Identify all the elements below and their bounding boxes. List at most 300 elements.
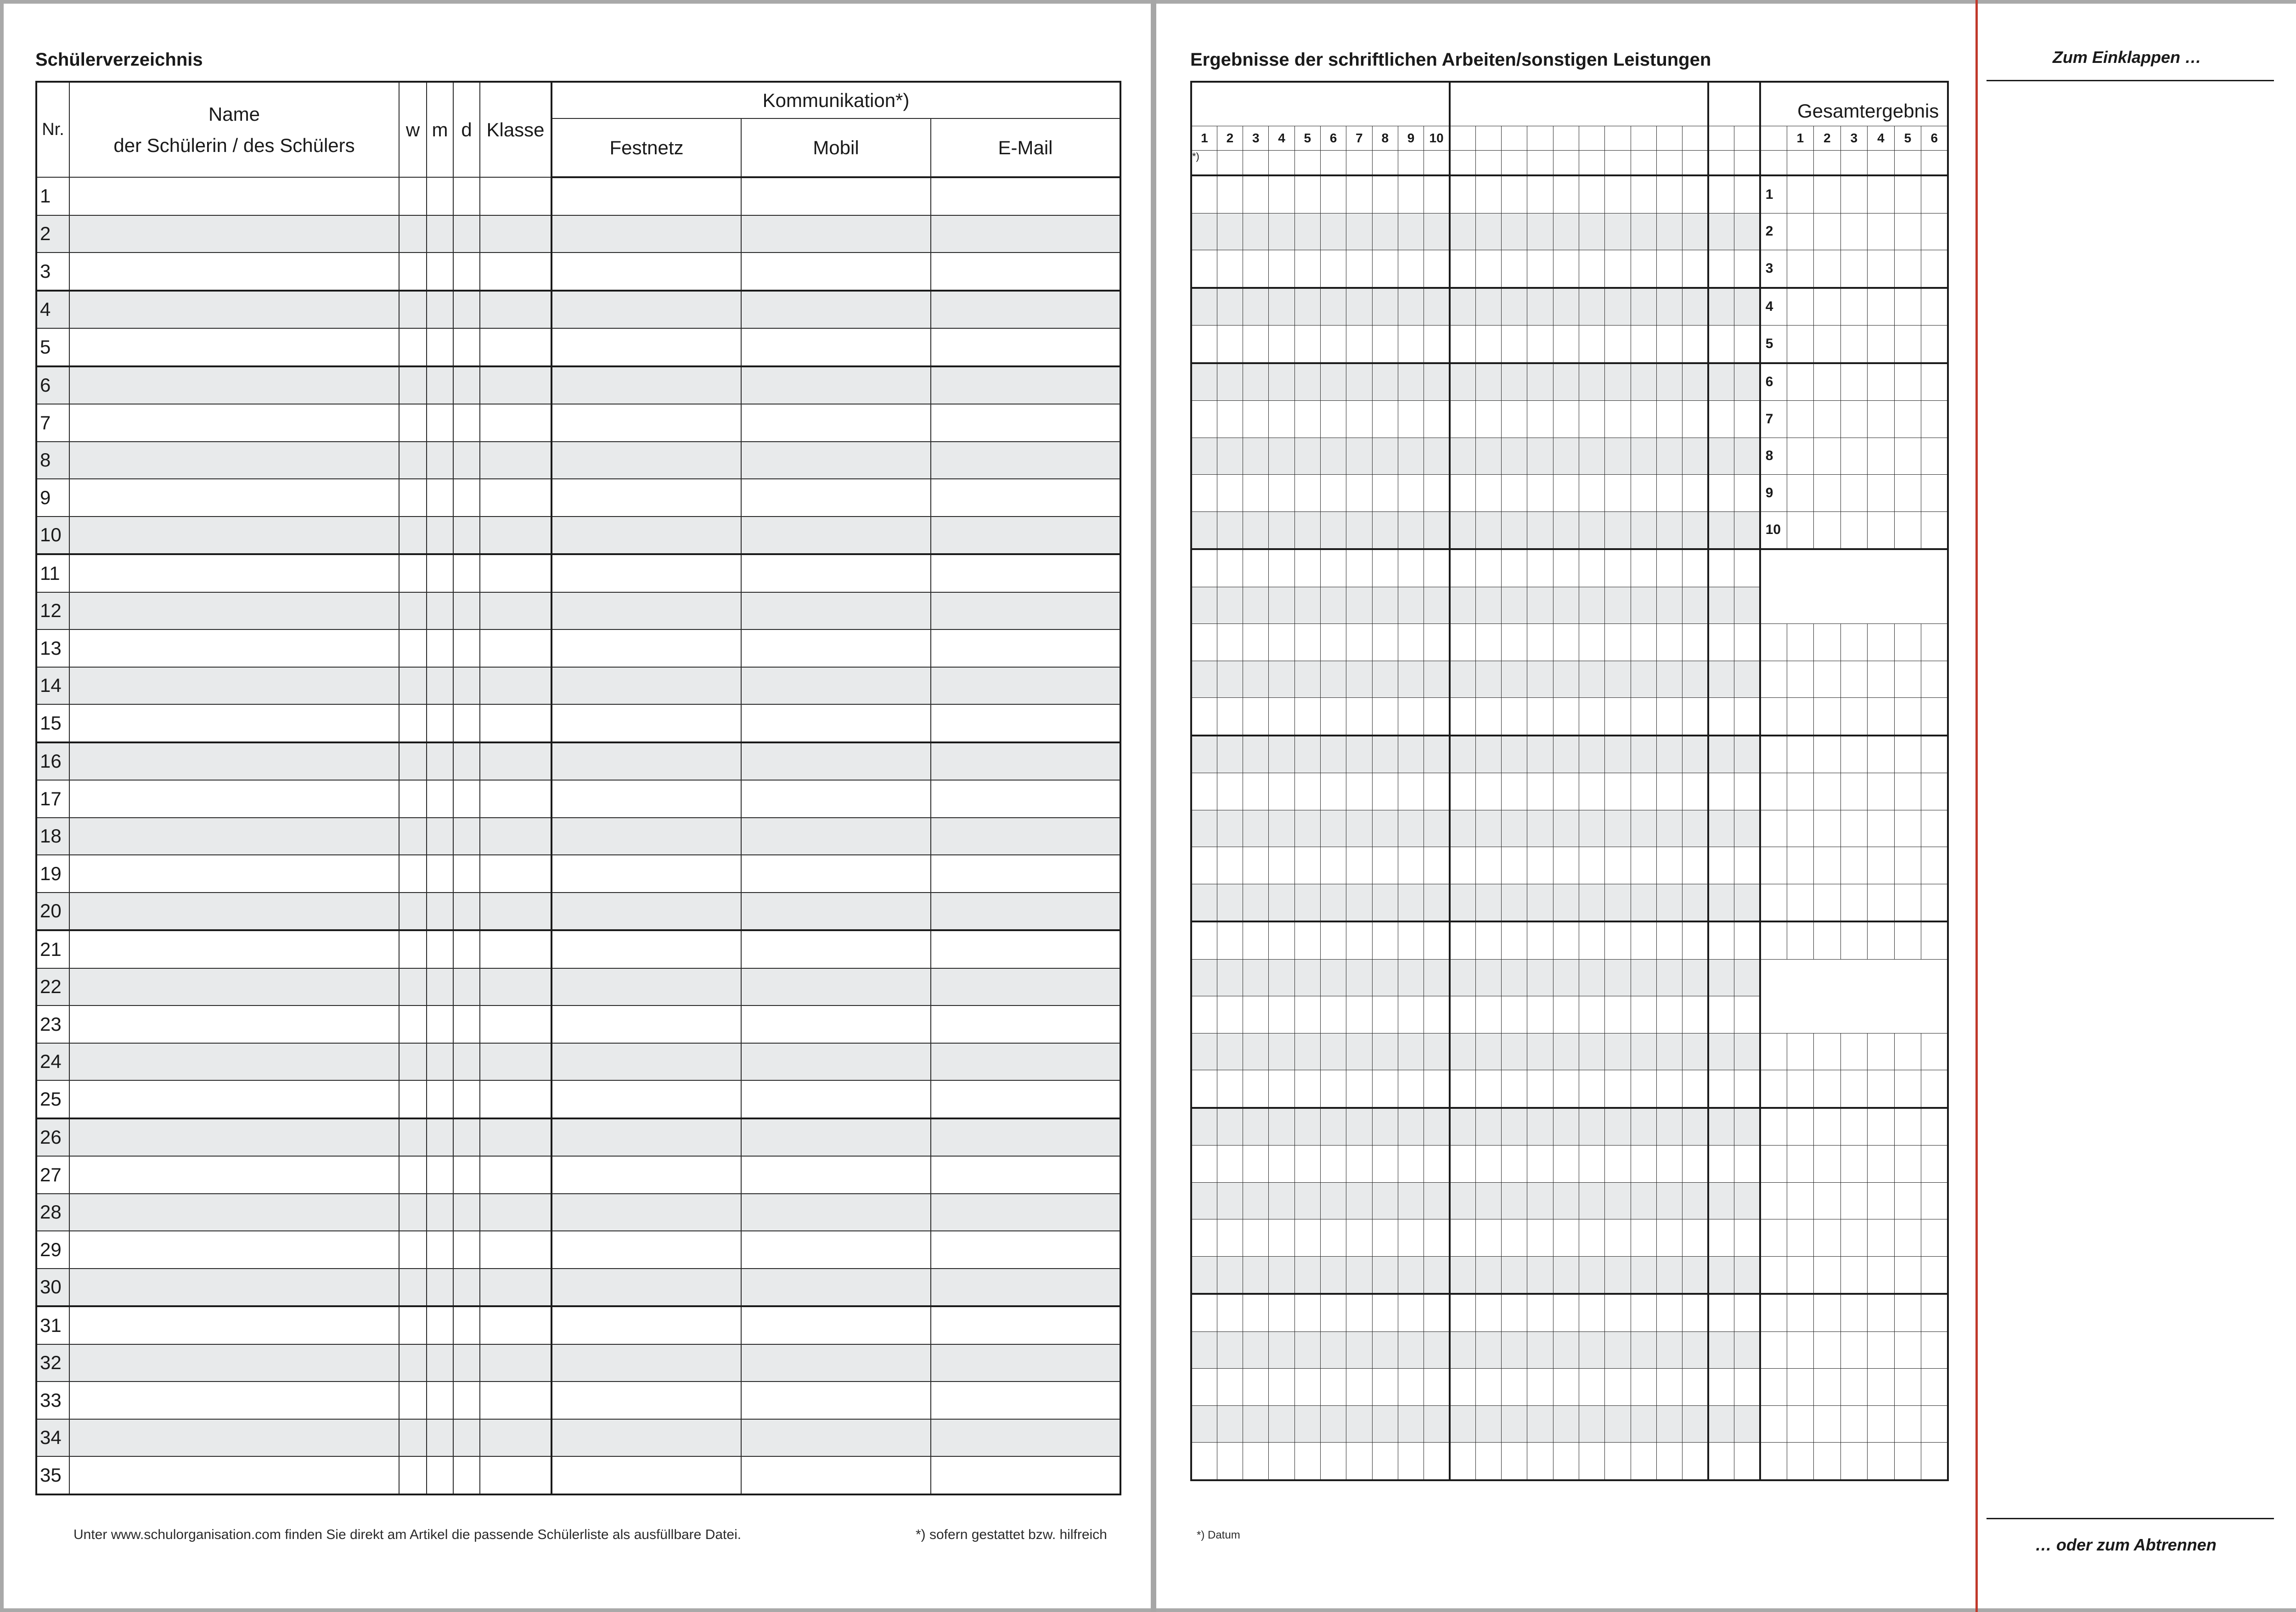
cell-email[interactable]	[931, 328, 1120, 366]
cell-email[interactable]	[931, 1080, 1120, 1118]
cell-mobil[interactable]	[741, 253, 931, 291]
cell-w[interactable]	[399, 442, 427, 479]
result-cell[interactable]	[1217, 1182, 1243, 1219]
result-cell[interactable]	[1243, 1294, 1269, 1331]
result-cell[interactable]	[1527, 773, 1553, 810]
result-cell[interactable]	[1398, 475, 1424, 512]
grade-count-cell[interactable]	[1894, 1369, 1921, 1406]
result-cell[interactable]	[1346, 401, 1372, 438]
result-cell[interactable]	[1631, 996, 1656, 1033]
result-cell[interactable]	[1502, 810, 1527, 847]
result-cell[interactable]	[1734, 326, 1760, 363]
date-cell[interactable]	[1502, 151, 1527, 176]
grade-count-cell[interactable]	[1921, 175, 1948, 213]
cell-name[interactable]	[69, 1306, 399, 1344]
grade-count-cell[interactable]	[1814, 773, 1841, 810]
result-cell[interactable]	[1294, 587, 1320, 624]
result-cell[interactable]	[1579, 1443, 1605, 1480]
date-cell[interactable]	[1579, 151, 1605, 176]
result-cell[interactable]	[1294, 698, 1320, 736]
result-cell[interactable]	[1579, 884, 1605, 921]
result-cell[interactable]	[1320, 921, 1346, 959]
result-cell[interactable]	[1243, 1256, 1269, 1294]
result-cell[interactable]	[1424, 1146, 1450, 1183]
cell-m[interactable]	[427, 1194, 453, 1231]
result-cell[interactable]	[1631, 288, 1656, 326]
grade-count-cell[interactable]	[1894, 401, 1921, 438]
cell-klasse[interactable]	[480, 1080, 551, 1118]
date-cell[interactable]	[1814, 151, 1841, 176]
result-cell[interactable]	[1605, 1219, 1631, 1257]
result-cell[interactable]	[1475, 624, 1501, 661]
cell-d[interactable]	[453, 1269, 480, 1307]
result-cell[interactable]	[1734, 288, 1760, 326]
result-cell[interactable]	[1527, 326, 1553, 363]
result-cell[interactable]	[1605, 1405, 1631, 1443]
result-cell[interactable]	[1527, 213, 1553, 250]
result-cell[interactable]	[1656, 587, 1682, 624]
grade-count-cell[interactable]	[1840, 773, 1868, 810]
grade-count-cell[interactable]	[1894, 438, 1921, 475]
result-cell[interactable]	[1475, 921, 1501, 959]
result-cell[interactable]	[1191, 1182, 1217, 1219]
result-cell[interactable]	[1502, 1294, 1527, 1331]
result-cell[interactable]	[1708, 810, 1734, 847]
result-cell[interactable]	[1217, 1219, 1243, 1257]
cell-m[interactable]	[427, 177, 453, 215]
result-cell[interactable]	[1346, 1256, 1372, 1294]
result-cell[interactable]	[1269, 624, 1294, 661]
grade-count-cell[interactable]	[1840, 1294, 1868, 1331]
result-cell[interactable]	[1398, 1443, 1424, 1480]
result-cell[interactable]	[1398, 213, 1424, 250]
grade-count-cell[interactable]	[1787, 1369, 1814, 1406]
result-cell[interactable]	[1734, 1108, 1760, 1146]
result-cell[interactable]	[1320, 1443, 1346, 1480]
cell-mobil[interactable]	[741, 704, 931, 742]
result-cell[interactable]	[1605, 847, 1631, 884]
cell-festnetz[interactable]	[551, 968, 741, 1006]
result-cell[interactable]	[1579, 959, 1605, 996]
cell-festnetz[interactable]	[551, 855, 741, 893]
result-cell[interactable]	[1346, 698, 1372, 736]
grade-count-cell[interactable]	[1894, 773, 1921, 810]
result-cell[interactable]	[1320, 1182, 1346, 1219]
cell-email[interactable]	[931, 1156, 1120, 1194]
result-cell[interactable]	[1269, 1256, 1294, 1294]
result-cell[interactable]	[1372, 661, 1398, 698]
result-cell[interactable]	[1294, 736, 1320, 773]
result-cell[interactable]	[1372, 698, 1398, 736]
grade-count-cell[interactable]	[1894, 661, 1921, 698]
result-cell[interactable]	[1475, 1405, 1501, 1443]
grade-count-cell[interactable]	[1921, 1219, 1948, 1257]
cell-m[interactable]	[427, 592, 453, 630]
result-cell[interactable]	[1346, 1182, 1372, 1219]
result-cell[interactable]	[1502, 475, 1527, 512]
cell-d[interactable]	[453, 291, 480, 329]
result-cell[interactable]	[1683, 511, 1708, 549]
cell-klasse[interactable]	[480, 1005, 551, 1043]
cell-d[interactable]	[453, 1419, 480, 1457]
cell-mobil[interactable]	[741, 442, 931, 479]
cell-d[interactable]	[453, 215, 480, 253]
grade-count-cell[interactable]	[1868, 213, 1895, 250]
grade-count-cell[interactable]	[1868, 511, 1895, 549]
result-cell[interactable]	[1243, 475, 1269, 512]
result-cell[interactable]	[1683, 401, 1708, 438]
result-cell[interactable]	[1656, 1219, 1682, 1257]
result-cell[interactable]	[1502, 624, 1527, 661]
date-cell[interactable]	[1787, 151, 1814, 176]
cell-w[interactable]	[399, 855, 427, 893]
result-cell[interactable]	[1243, 810, 1269, 847]
result-cell[interactable]	[1398, 438, 1424, 475]
result-cell[interactable]	[1579, 1219, 1605, 1257]
cell-festnetz[interactable]	[551, 253, 741, 291]
result-cell[interactable]	[1631, 175, 1656, 213]
result-cell[interactable]	[1553, 1369, 1579, 1406]
result-cell[interactable]	[1656, 1182, 1682, 1219]
result-row-label[interactable]	[1760, 921, 1787, 959]
result-cell[interactable]	[1553, 624, 1579, 661]
cell-w[interactable]	[399, 1043, 427, 1081]
result-cell[interactable]	[1502, 549, 1527, 587]
result-cell[interactable]	[1450, 213, 1475, 250]
result-cell[interactable]	[1605, 288, 1631, 326]
result-cell[interactable]	[1320, 1108, 1346, 1146]
result-cell[interactable]	[1631, 1331, 1656, 1369]
result-cell[interactable]	[1320, 996, 1346, 1033]
result-cell[interactable]	[1217, 996, 1243, 1033]
result-cell[interactable]	[1269, 1219, 1294, 1257]
result-cell[interactable]	[1656, 698, 1682, 736]
result-cell[interactable]	[1372, 1443, 1398, 1480]
result-cell[interactable]	[1346, 1070, 1372, 1108]
cell-mobil[interactable]	[741, 1043, 931, 1081]
result-cell[interactable]	[1605, 363, 1631, 401]
grade-count-cell[interactable]	[1894, 810, 1921, 847]
result-cell[interactable]	[1579, 698, 1605, 736]
result-cell[interactable]	[1398, 1331, 1424, 1369]
result-cell[interactable]	[1502, 175, 1527, 213]
result-cell[interactable]	[1372, 624, 1398, 661]
result-cell[interactable]	[1527, 1146, 1553, 1183]
result-cell[interactable]	[1553, 959, 1579, 996]
result-cell[interactable]	[1346, 810, 1372, 847]
result-cell[interactable]	[1502, 250, 1527, 288]
result-cell[interactable]	[1708, 1294, 1734, 1331]
cell-name[interactable]	[69, 479, 399, 517]
cell-w[interactable]	[399, 479, 427, 517]
result-cell[interactable]	[1475, 1443, 1501, 1480]
result-cell[interactable]	[1269, 959, 1294, 996]
grade-count-cell[interactable]	[1894, 624, 1921, 661]
grade-count-cell[interactable]	[1814, 1182, 1841, 1219]
result-cell[interactable]	[1269, 773, 1294, 810]
result-cell[interactable]	[1656, 847, 1682, 884]
result-cell[interactable]	[1217, 1108, 1243, 1146]
result-cell[interactable]	[1398, 884, 1424, 921]
result-cell[interactable]	[1683, 213, 1708, 250]
result-cell[interactable]	[1346, 959, 1372, 996]
cell-festnetz[interactable]	[551, 1156, 741, 1194]
result-cell[interactable]	[1398, 1294, 1424, 1331]
cell-festnetz[interactable]	[551, 1118, 741, 1157]
result-cell[interactable]	[1475, 1146, 1501, 1183]
result-cell[interactable]	[1553, 1033, 1579, 1070]
result-cell[interactable]	[1424, 1256, 1450, 1294]
grade-count-cell[interactable]	[1921, 661, 1948, 698]
cell-klasse[interactable]	[480, 1382, 551, 1419]
grade-count-cell[interactable]	[1868, 624, 1895, 661]
cell-festnetz[interactable]	[551, 1005, 741, 1043]
cell-festnetz[interactable]	[551, 554, 741, 592]
grade-count-cell[interactable]	[1894, 363, 1921, 401]
grade-count-cell[interactable]	[1840, 363, 1868, 401]
result-cell[interactable]	[1502, 1182, 1527, 1219]
cell-email[interactable]	[931, 1456, 1120, 1494]
grade-count-cell[interactable]	[1894, 1070, 1921, 1108]
cell-m[interactable]	[427, 742, 453, 781]
cell-w[interactable]	[399, 592, 427, 630]
result-cell[interactable]	[1527, 959, 1553, 996]
result-cell[interactable]	[1631, 698, 1656, 736]
result-cell[interactable]	[1502, 326, 1527, 363]
grade-count-cell[interactable]	[1840, 1146, 1868, 1183]
result-cell[interactable]	[1683, 1294, 1708, 1331]
result-cell[interactable]	[1372, 401, 1398, 438]
result-cell[interactable]	[1424, 1443, 1450, 1480]
cell-d[interactable]	[453, 177, 480, 215]
result-cell[interactable]	[1450, 996, 1475, 1033]
cell-m[interactable]	[427, 1080, 453, 1118]
result-cell[interactable]	[1243, 511, 1269, 549]
cell-d[interactable]	[453, 930, 480, 968]
result-cell[interactable]	[1294, 1405, 1320, 1443]
result-cell[interactable]	[1579, 1331, 1605, 1369]
cell-email[interactable]	[931, 404, 1120, 442]
result-cell[interactable]	[1683, 884, 1708, 921]
result-cell[interactable]	[1346, 847, 1372, 884]
result-cell[interactable]	[1269, 401, 1294, 438]
result-cell[interactable]	[1217, 773, 1243, 810]
result-cell[interactable]	[1683, 810, 1708, 847]
cell-email[interactable]	[931, 1306, 1120, 1344]
grade-count-cell[interactable]	[1894, 698, 1921, 736]
result-cell[interactable]	[1217, 810, 1243, 847]
result-cell[interactable]	[1656, 661, 1682, 698]
result-cell[interactable]	[1450, 624, 1475, 661]
result-cell[interactable]	[1294, 475, 1320, 512]
result-cell[interactable]	[1475, 773, 1501, 810]
result-cell[interactable]	[1708, 475, 1734, 512]
result-cell[interactable]	[1450, 438, 1475, 475]
cell-email[interactable]	[931, 968, 1120, 1006]
cell-klasse[interactable]	[480, 366, 551, 404]
result-cell[interactable]	[1708, 624, 1734, 661]
result-cell[interactable]	[1269, 847, 1294, 884]
result-cell[interactable]	[1450, 1182, 1475, 1219]
result-cell[interactable]	[1475, 959, 1501, 996]
grade-count-cell[interactable]	[1921, 624, 1948, 661]
result-cell[interactable]	[1243, 884, 1269, 921]
grade-count-cell[interactable]	[1921, 884, 1948, 921]
result-cell[interactable]	[1320, 363, 1346, 401]
result-cell[interactable]	[1683, 1033, 1708, 1070]
result-cell[interactable]	[1475, 288, 1501, 326]
cell-klasse[interactable]	[480, 1456, 551, 1494]
cell-w[interactable]	[399, 1419, 427, 1457]
grade-count-cell[interactable]	[1921, 213, 1948, 250]
result-cell[interactable]	[1269, 250, 1294, 288]
result-cell[interactable]	[1734, 847, 1760, 884]
cell-d[interactable]	[453, 253, 480, 291]
grade-count-cell[interactable]	[1840, 661, 1868, 698]
result-cell[interactable]	[1243, 288, 1269, 326]
result-cell[interactable]	[1243, 847, 1269, 884]
grade-count-cell[interactable]	[1814, 511, 1841, 549]
result-cell[interactable]	[1605, 921, 1631, 959]
result-cell[interactable]	[1217, 1033, 1243, 1070]
result-cell[interactable]	[1269, 1182, 1294, 1219]
result-cell[interactable]	[1346, 1219, 1372, 1257]
result-cell[interactable]	[1424, 921, 1450, 959]
grade-count-cell[interactable]	[1868, 1219, 1895, 1257]
result-cell[interactable]	[1553, 810, 1579, 847]
result-cell[interactable]	[1605, 1443, 1631, 1480]
cell-klasse[interactable]	[480, 517, 551, 555]
grade-count-cell[interactable]	[1787, 773, 1814, 810]
result-cell[interactable]	[1631, 213, 1656, 250]
cell-klasse[interactable]	[480, 1194, 551, 1231]
result-cell[interactable]	[1631, 511, 1656, 549]
result-cell[interactable]	[1605, 1294, 1631, 1331]
result-cell[interactable]	[1553, 511, 1579, 549]
cell-m[interactable]	[427, 404, 453, 442]
date-cell[interactable]	[1631, 151, 1656, 176]
result-cell[interactable]	[1243, 213, 1269, 250]
result-cell[interactable]	[1605, 1108, 1631, 1146]
result-cell[interactable]	[1191, 438, 1217, 475]
result-cell[interactable]	[1656, 1405, 1682, 1443]
grade-count-cell[interactable]	[1921, 1405, 1948, 1443]
result-cell[interactable]	[1450, 661, 1475, 698]
result-cell[interactable]	[1269, 1405, 1294, 1443]
result-cell[interactable]	[1243, 326, 1269, 363]
result-cell[interactable]	[1243, 1033, 1269, 1070]
result-cell[interactable]	[1372, 587, 1398, 624]
grade-count-cell[interactable]	[1787, 884, 1814, 921]
result-cell[interactable]	[1734, 1146, 1760, 1183]
result-cell[interactable]	[1656, 810, 1682, 847]
cell-klasse[interactable]	[480, 1231, 551, 1269]
result-cell[interactable]	[1475, 401, 1501, 438]
cell-d[interactable]	[453, 442, 480, 479]
result-cell[interactable]	[1346, 1146, 1372, 1183]
result-cell[interactable]	[1424, 1070, 1450, 1108]
result-cell[interactable]	[1631, 1146, 1656, 1183]
result-cell[interactable]	[1579, 1294, 1605, 1331]
result-cell[interactable]	[1708, 1070, 1734, 1108]
result-cell[interactable]	[1320, 1294, 1346, 1331]
result-cell[interactable]	[1294, 810, 1320, 847]
result-cell[interactable]	[1346, 884, 1372, 921]
result-cell[interactable]	[1631, 884, 1656, 921]
result-cell[interactable]	[1269, 326, 1294, 363]
result-cell[interactable]	[1656, 1108, 1682, 1146]
cell-d[interactable]	[453, 1005, 480, 1043]
cell-w[interactable]	[399, 1344, 427, 1382]
result-cell[interactable]	[1243, 661, 1269, 698]
result-cell[interactable]	[1631, 475, 1656, 512]
result-cell[interactable]	[1579, 175, 1605, 213]
result-cell[interactable]	[1553, 1182, 1579, 1219]
result-cell[interactable]	[1683, 736, 1708, 773]
result-cell[interactable]	[1294, 213, 1320, 250]
result-row-label[interactable]	[1760, 1108, 1787, 1146]
grade-count-cell[interactable]	[1921, 1443, 1948, 1480]
cell-name[interactable]	[69, 704, 399, 742]
cell-mobil[interactable]	[741, 479, 931, 517]
grade-count-cell[interactable]	[1814, 624, 1841, 661]
result-cell[interactable]	[1605, 213, 1631, 250]
result-cell[interactable]	[1450, 475, 1475, 512]
cell-m[interactable]	[427, 1419, 453, 1457]
result-cell[interactable]	[1605, 1369, 1631, 1406]
grade-count-cell[interactable]	[1840, 1256, 1868, 1294]
result-cell[interactable]	[1708, 1146, 1734, 1183]
result-cell[interactable]	[1656, 1331, 1682, 1369]
result-cell[interactable]	[1734, 698, 1760, 736]
test-block-header-3[interactable]	[1708, 82, 1760, 126]
cell-w[interactable]	[399, 968, 427, 1006]
cell-w[interactable]	[399, 704, 427, 742]
result-cell[interactable]	[1708, 213, 1734, 250]
result-cell[interactable]	[1502, 288, 1527, 326]
result-cell[interactable]	[1683, 326, 1708, 363]
result-cell[interactable]	[1217, 288, 1243, 326]
cell-mobil[interactable]	[741, 742, 931, 781]
cell-d[interactable]	[453, 818, 480, 855]
result-cell[interactable]	[1450, 736, 1475, 773]
cell-klasse[interactable]	[480, 667, 551, 705]
result-cell[interactable]	[1217, 661, 1243, 698]
cell-d[interactable]	[453, 1231, 480, 1269]
result-cell[interactable]	[1191, 587, 1217, 624]
grade-count-cell[interactable]	[1894, 847, 1921, 884]
result-cell[interactable]	[1269, 1331, 1294, 1369]
cell-m[interactable]	[427, 366, 453, 404]
grade-count-cell[interactable]	[1921, 847, 1948, 884]
result-cell[interactable]	[1734, 624, 1760, 661]
result-cell[interactable]	[1269, 363, 1294, 401]
cell-d[interactable]	[453, 404, 480, 442]
grade-count-cell[interactable]	[1868, 438, 1895, 475]
cell-klasse[interactable]	[480, 592, 551, 630]
cell-email[interactable]	[931, 893, 1120, 931]
result-cell[interactable]	[1579, 847, 1605, 884]
result-cell[interactable]	[1243, 921, 1269, 959]
cell-klasse[interactable]	[480, 1344, 551, 1382]
result-cell[interactable]	[1424, 1405, 1450, 1443]
cell-m[interactable]	[427, 1005, 453, 1043]
result-cell[interactable]	[1450, 1256, 1475, 1294]
grade-count-cell[interactable]	[1787, 288, 1814, 326]
result-cell[interactable]	[1217, 736, 1243, 773]
cell-m[interactable]	[427, 1456, 453, 1494]
result-cell[interactable]	[1398, 250, 1424, 288]
